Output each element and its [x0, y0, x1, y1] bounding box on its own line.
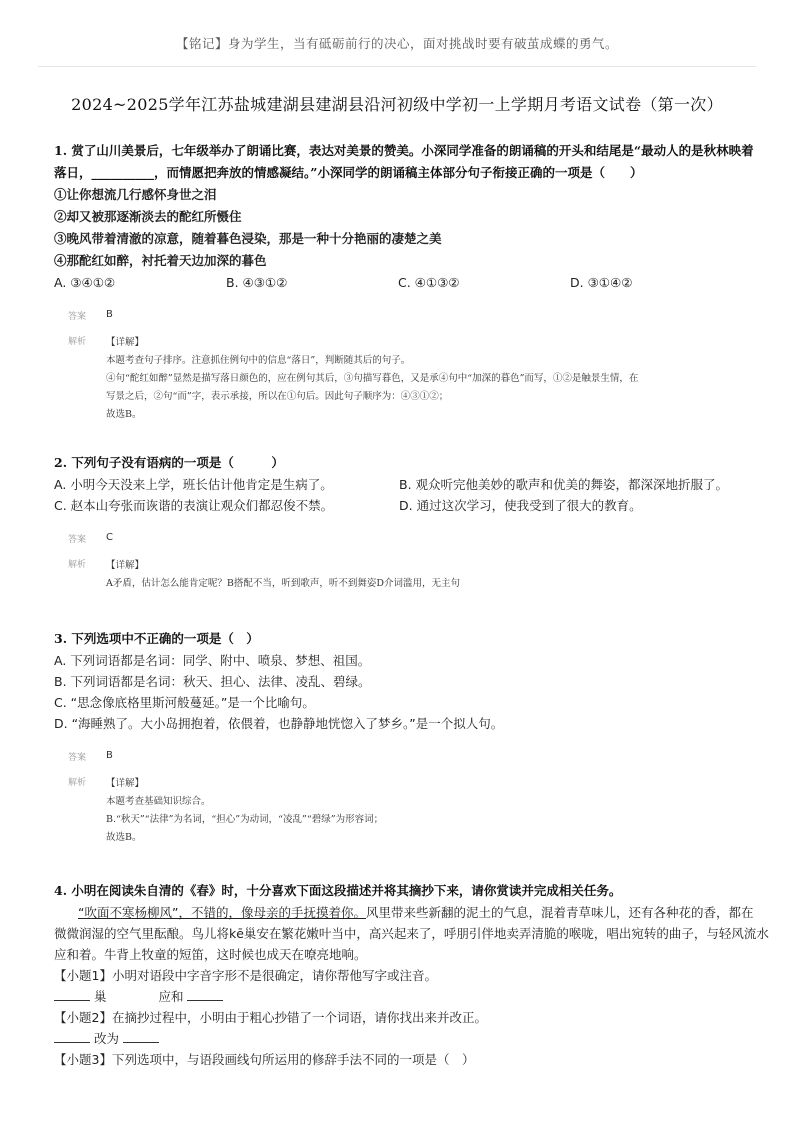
exam-title: 2024~2025学年江苏盐城建湖县建湖县沿河初级中学初一上学期月考语文试卷（第一次）	[71, 95, 723, 114]
question-1-stem-line1: 1. 赏了山川美景后，七年级举办了朗诵比赛，表达对美景的赞美。小深同学准备的朗诵稿的开头和结尾是“最动人的是秋林映着	[54, 143, 754, 158]
question-2-options	[54, 474, 754, 516]
fill-blank[interactable]	[123, 1030, 159, 1043]
fill-blank[interactable]	[54, 1030, 90, 1043]
analysis-detail	[106, 775, 383, 847]
question-2	[54, 452, 754, 593]
question-1-options	[54, 272, 754, 293]
question-3-answer-block	[68, 750, 754, 847]
option-c[interactable]: C. 赵本山夸张而诙谐的表演让观众们都忍俊不禁。	[54, 498, 334, 513]
reading-passage	[54, 902, 769, 965]
question-4-stem: 4. 小明在阅读朱自清的《春》时，十分喜欢下面这段描述并将其摘抄下来，请你赏读并完成相关任务。	[54, 883, 622, 898]
question-1-item: ③晚风带着清澈的凉意，随着暮色浸染，那是一种十分艳丽的凄楚之美	[54, 231, 442, 246]
answer-label: 答案	[68, 535, 87, 545]
fill-word: 应和	[158, 989, 184, 1004]
option-a[interactable]: A. ③④①②	[54, 275, 116, 290]
detail-line: 本题考查句子排序。注意抓住例句中的信息“落日”，判断随其后的句子。	[106, 355, 411, 366]
detail-heading: 【详解】	[106, 560, 145, 571]
option-a[interactable]: A. 小明今天没来上学，班长估计他肯定是生病了。	[54, 477, 333, 492]
detail-line: ④句“酡红如醉”显然是描写落日颜色的，应在例句其后，③句描写暮色，又是承④句中“加深的暮色”而写，①②是触景生情，在	[106, 373, 639, 384]
question-4	[54, 880, 769, 1070]
option-d[interactable]: D. ③①④②	[570, 275, 633, 290]
fill-blank[interactable]	[54, 988, 90, 1001]
fill-word: 改为	[93, 1031, 119, 1046]
subquestion-2: 【小题2】在摘抄过程中，小明由于粗心抄错了一个词语，请你找出来并改正。	[54, 1010, 487, 1025]
option-d[interactable]: D. 通过这次学习，使我受到了很大的教育。	[399, 498, 642, 513]
option-a[interactable]: A. 下列词语都是名词：同学、附中、喷泉、梦想、祖国。	[54, 653, 371, 668]
analysis-label: 解析	[68, 560, 87, 570]
fill-word: 巢	[93, 989, 107, 1004]
answer-value: B	[106, 309, 113, 320]
detail-line: 故选B。	[106, 832, 142, 843]
subquestion-2-fill	[54, 1028, 754, 1049]
fill-blank[interactable]	[187, 988, 223, 1001]
subquestion-1-fill	[54, 986, 754, 1007]
question-2-answer-block	[68, 532, 754, 593]
option-b[interactable]: B. 下列词语都是名词：秋天、担心、法律、凌乱、碧绿。	[54, 674, 371, 689]
detail-line: 写景之后，②句“而”字，表示承接，所以在①句后。因此句子顺序为：④③①②；	[106, 391, 449, 402]
passage-line: 微微润湿的空气里酝酿。鸟儿将kē巢安在繁花嫩叶当中，高兴起来了，呼朋引伴地卖弄清脆的喉咙，唱出宛转的曲子，与轻风流水	[54, 926, 769, 941]
option-c[interactable]: C. “思念像底格里斯河般蔓延。”是一个比喻句。	[54, 695, 315, 710]
analysis-detail	[106, 557, 460, 593]
option-c[interactable]: C. ④①③②	[398, 275, 460, 290]
analysis-detail	[106, 334, 638, 424]
detail-line: 故选B。	[106, 409, 142, 420]
question-2-stem: 2. 下列句子没有语病的一项是（ ）	[54, 455, 284, 470]
answer-value: C	[106, 532, 113, 543]
detail-line: A矛盾，估计怎么能肯定呢？B搭配不当，听到歌声，听不到舞姿D介词滥用，无主句	[106, 578, 460, 589]
subquestion-3: 【小题3】下列选项中，与语段画线句所运用的修辞手法不同的一项是（ ）	[54, 1052, 475, 1067]
motto-banner: 【铭记】身为学生，当有砥砺前行的决心，面对挑战时要有破茧成蝶的勇气。	[175, 36, 618, 51]
answer-value: B	[106, 750, 113, 761]
analysis-label: 解析	[68, 778, 87, 788]
passage-line: 应和着。牛背上牧童的短笛，这时候也成天在嘹亮地响。	[54, 947, 367, 962]
question-1-stem-line2: 落日，__________，而情愿把奔放的情感凝结。”小深同学的朗诵稿主体部分句子衔接正确的一项是（ ）	[54, 165, 643, 180]
option-b[interactable]: B. 观众听完他美妙的歌声和优美的舞姿，都深深地折服了。	[399, 477, 729, 492]
answer-label: 答案	[68, 312, 87, 322]
question-1-stem	[54, 140, 754, 184]
option-b[interactable]: B. ④③①②	[226, 275, 288, 290]
underlined-sentence: “吹面不寒杨柳风”，不错的，像母亲的手抚摸着你。	[78, 905, 366, 920]
answer-label: 答案	[68, 753, 87, 763]
question-1	[54, 140, 754, 424]
detail-heading: 【详解】	[106, 778, 145, 789]
question-3-stem: 3. 下列选项中不正确的一项是（ ）	[54, 631, 259, 646]
question-1-item: ②却又被那逐渐淡去的酡红所慑住	[54, 209, 242, 224]
detail-line: 本题考查基础知识综合。	[106, 796, 211, 807]
question-1-item: ④那酡红如醉，衬托着天边加深的暮色	[54, 253, 267, 268]
detail-heading: 【详解】	[106, 337, 145, 348]
question-3	[54, 628, 754, 847]
option-d[interactable]: D. “海睡熟了。大小岛拥抱着，依偎着，也静静地恍惚入了梦乡。”是一个拟人句。	[54, 716, 504, 731]
question-1-item: ①让你想流几行感怀身世之泪	[54, 187, 217, 202]
detail-line: B.“秋天”“法律”为名词，“担心”为动词，“凌乱”“碧绿”为形容词；	[106, 814, 384, 825]
header-divider	[38, 66, 756, 67]
question-1-answer-block	[68, 309, 754, 424]
analysis-label: 解析	[68, 337, 87, 347]
subquestion-1: 【小题1】小明对语段中字音字形不是很确定，请你帮他写字或注音。	[54, 968, 437, 983]
passage-text: 风里带来些新翻的泥土的气息，混着青草味儿，还有各种花的香，都在	[365, 905, 754, 920]
